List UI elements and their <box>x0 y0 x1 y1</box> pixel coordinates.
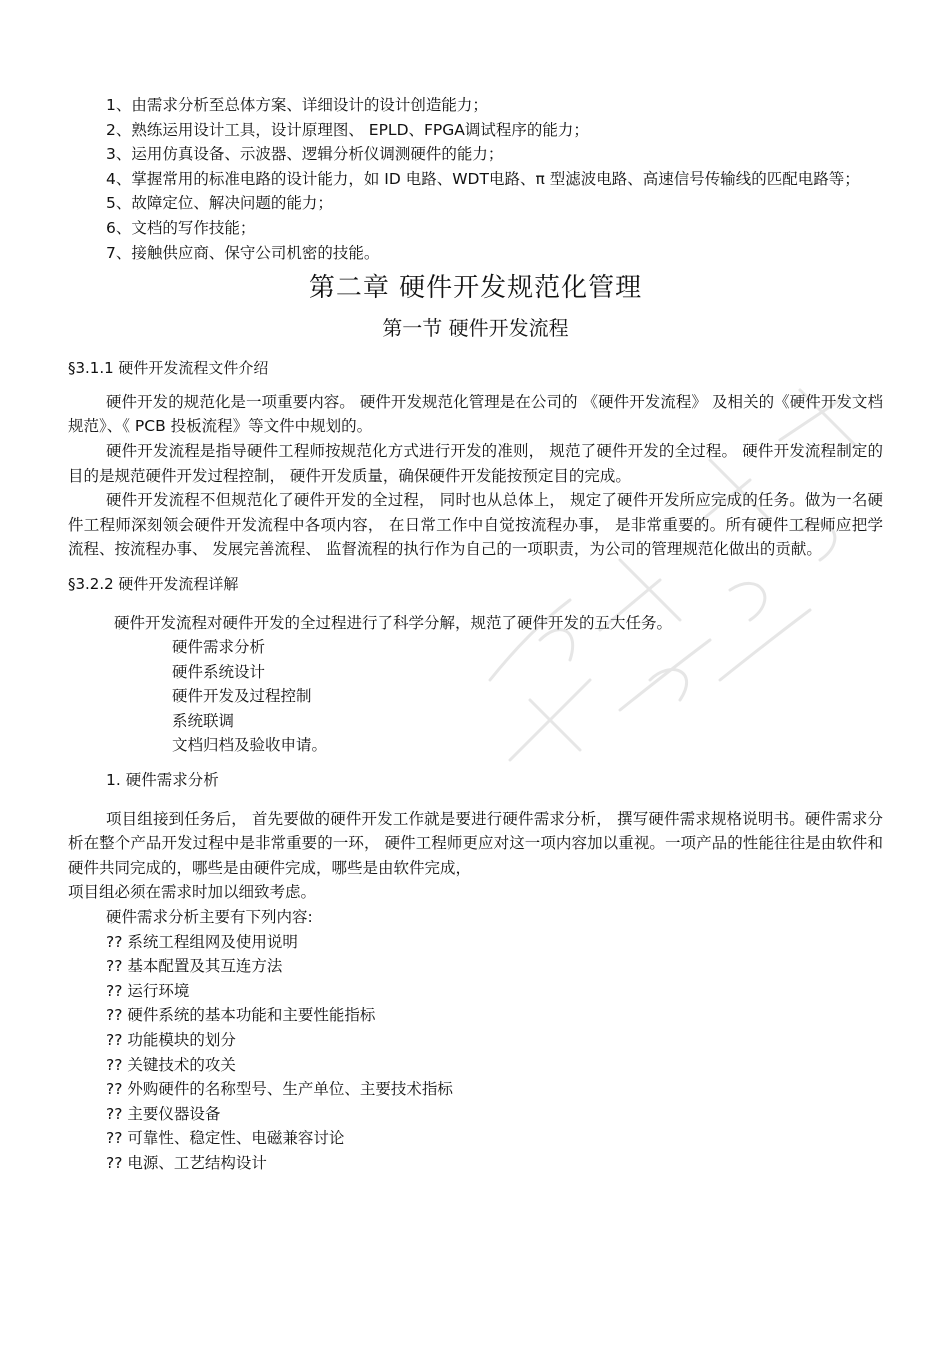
document-body <box>68 93 883 1176</box>
paragraph-continuation: 项目组必须在需求时加以细致考虑。 <box>68 883 317 902</box>
list-item: ?? 硬件系统的基本功能和主要性能指标 <box>106 1006 376 1025</box>
list-item: 3、运用仿真设备、示波器、逻辑分析仪调测硬件的能力； <box>106 145 504 164</box>
task-item: 硬件开发及过程控制 <box>172 687 312 706</box>
abilities-list <box>68 93 883 265</box>
list-item: 6、文档的写作技能； <box>106 218 256 237</box>
list-item: ?? 运行环境 <box>106 981 190 1000</box>
list-item: ?? 系统工程组网及使用说明 <box>106 932 298 951</box>
list-item: 7、接触供应商、保守公司机密的技能。 <box>106 243 380 262</box>
list-item: 2、熟练运用设计工具，设计原理图、 EPLD、FPGA调试程序的能力； <box>106 120 589 139</box>
chapter-title: 第二章 硬件开发规范化管理 <box>308 273 643 304</box>
list-item: 5、故障定位、解决问题的能力； <box>106 194 333 213</box>
requirements-list <box>68 930 883 1176</box>
subsection-heading-311: §3.1.1 硬件开发流程文件介绍 <box>68 359 269 378</box>
tasks-intro: 硬件开发流程对硬件开发的全过程进行了科学分解，规范了硬件开发的五大任务。 <box>114 613 673 632</box>
paragraph: 项目组接到任务后， 首先要做的硬件开发工作就是要进行硬件需求分析， 撰写硬件需求规格说明书。硬件需求分析在整个产品开发过程中是非常重要的一环， 硬件工程师更应对这一项内容加以重视。一项产品的性能往往是由软件和硬件共同完成的，哪些是由硬件完成，哪些是由软件完成， <box>68 809 883 877</box>
task-item: 文档归档及验收申请。 <box>172 736 328 755</box>
list-item: ?? 关键技术的攻关 <box>106 1055 236 1074</box>
section-title: 第一节 硬件开发流程 <box>382 316 569 341</box>
list-item: 4、掌握常用的标准电路的设计能力，如 ID 电路、WDT电路、π 型滤波电路、高速信号传输线的匹配电路等； <box>106 169 860 188</box>
list-item: ?? 功能模块的划分 <box>106 1031 236 1049</box>
list-item: ?? 电源、工艺结构设计 <box>106 1153 267 1172</box>
task-item: 系统联调 <box>172 711 235 730</box>
list-item: 1、由需求分析至总体方案、详细设计的设计创造能力； <box>106 96 488 114</box>
paragraph: 硬件开发流程是指导硬件工程师按规范化方式进行开发的准则， 规范了硬件开发的全过程。 硬件开发流程制定的目的是规范硬件开发过程控制， 硬件开发质量，确保硬件开发能按预定目的完成。 <box>68 441 883 485</box>
list-item: ?? 可靠性、稳定性、电磁兼容讨论 <box>106 1129 345 1148</box>
sub-heading-requirements: 1. 硬件需求分析 <box>106 771 219 790</box>
paragraph: 硬件开发的规范化是一项重要内容。 硬件开发规范化管理是在公司的 《硬件开发流程》 及相关的《硬件开发文档规范》、《 PCB 投板流程》等文件中规划的。 <box>68 392 883 436</box>
list-item: ?? 外购硬件的名称型号、生产单位、主要技术指标 <box>106 1080 453 1099</box>
list-item: ?? 基本配置及其互连方法 <box>106 957 283 976</box>
content-intro: 硬件需求分析主要有下列内容: <box>106 908 313 927</box>
tasks-list <box>68 635 883 758</box>
task-item: 硬件需求分析 <box>172 638 266 657</box>
task-item: 硬件系统设计 <box>172 662 266 681</box>
paragraph: 硬件开发流程不但规范化了硬件开发的全过程， 同时也从总体上， 规定了硬件开发所应完成的任务。做为一名硬件工程师深刻领会硬件开发流程中各项内容， 在日常工作中自觉按流程办事， 是非常重要的。所有硬件工程师应把学流程、按流程办事、 发展完善流程、 监督流程的执行作为自己的一项职责，为公司的管理规范化做出的贡献。 <box>68 491 883 559</box>
list-item: ?? 主要仪器设备 <box>106 1104 221 1123</box>
subsection-heading-322: §3.2.2 硬件开发流程详解 <box>68 574 239 593</box>
